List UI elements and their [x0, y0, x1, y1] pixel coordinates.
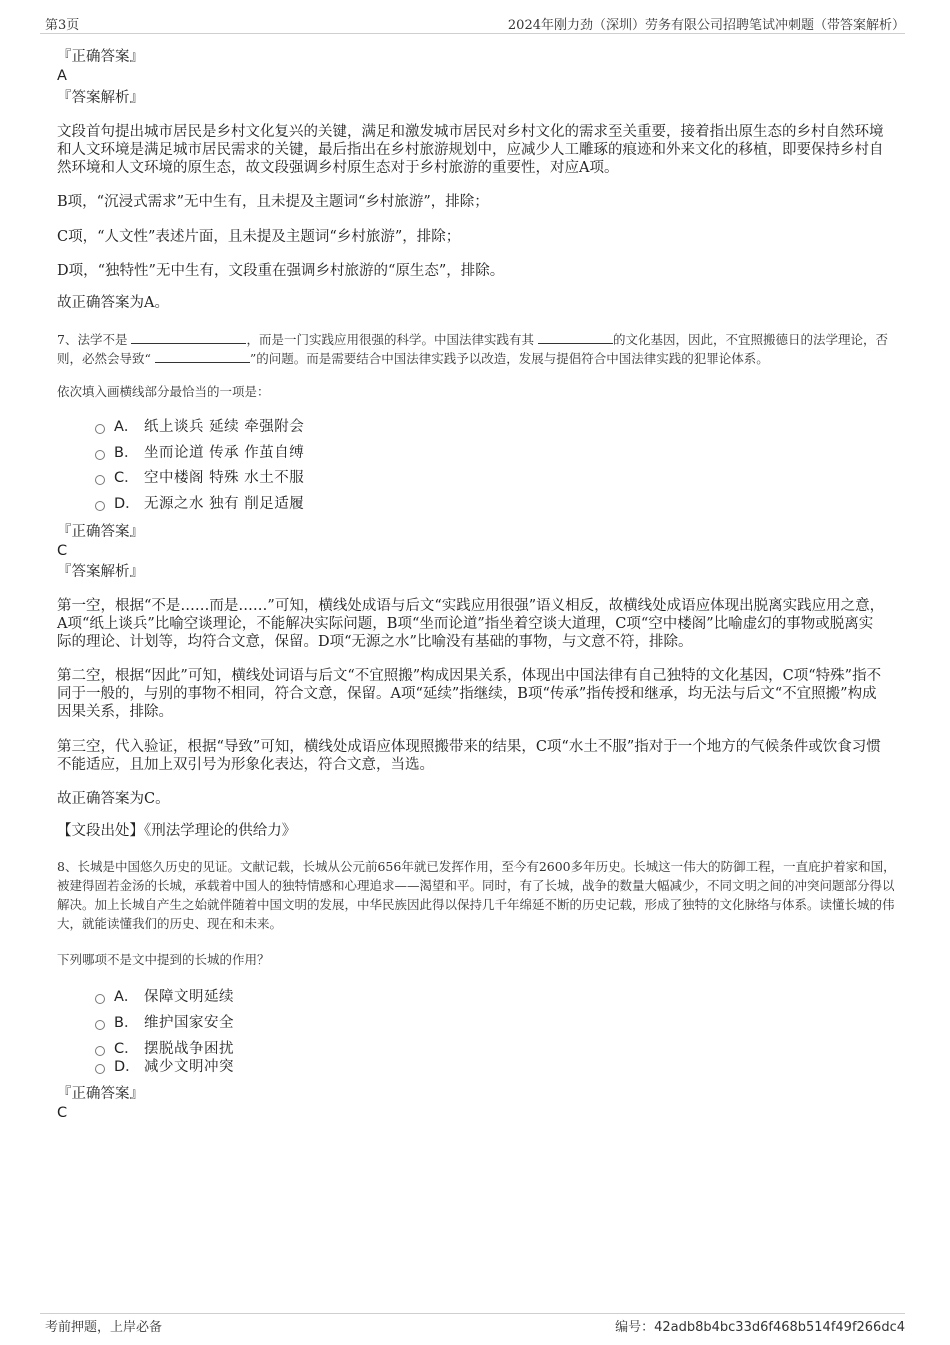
q8-option-a[interactable]: A． 保障文明延续 [95, 988, 234, 1006]
q6-answer: A [57, 68, 67, 84]
q8-answer: C [57, 1105, 68, 1121]
q6-analysis-para: D项，“独特性”无中生有，文段重在强调乡村旅游的“原生态”，排除。 [57, 263, 505, 279]
q8-stem: 8、长城是中国悠久历史的见证。文献记载，长城从公元前656年就已发挥作用，至今有2600多年历史。长城这一伟大的防御工程，一直庇护着家和国，被建得固若金汤的长城，承载着中国人的独特情感和心理追求——渴望和平。同时，有了长城，战争的数量大幅减少，不同文明之间的冲突问题部分得以解决。加上长城自产生之始就伴随着中国文明的发展，中华民族因此得以保持几千年绵延不断的历史记载，形成了独特的文化脉络与体系。读懂长城的伟大，就能读懂我们的历史、现在和未来。 [57, 859, 896, 931]
q7-source: 【文段出处】《刑法学理论的供给力》 [57, 823, 297, 839]
q7-analysis-para: 故正确答案为C。 [57, 791, 170, 807]
q7-answer-label: 『正确答案』 [57, 524, 144, 540]
q7-option-b[interactable]: B． 坐而论道 传承 作茧自缚 [95, 444, 304, 462]
q6-analysis-para: C项，“人文性”表述片面，且未提及主题词“乡村旅游”，排除； [57, 229, 461, 245]
q6-analysis-para: 文段首句提出城市居民是乡村文化复兴的关键，满足和激发城市居民对乡村文化的需求至关重要，接着指出原生态的乡村自然环境和人文环境是满足城市居民需求的关键，最后指出在乡村旅游规划中，应减少人工雕琢的痕迹和外来文化的移植，即要保持乡村自然环境和人文环境的原生态，故文段强调乡村原生态对于乡村旅游的重要性，对应A项。 [57, 124, 884, 176]
q8-answer-label: 『正确答案』 [57, 1086, 144, 1102]
q7-stem: 7、法学不是 ，而是一门实践应用很强的科学。中国法律实践有其 的文化基因，因此，不宜照搬德日的法学理论，否则，必然会导致“ ”的问题。而是需要结合中国法律实践予以改造，发展与提倡符合中国法律实践的犯罪论体系。 [57, 332, 888, 366]
page-header [40, 13, 905, 34]
q6-analysis-para: 故正确答案为A。 [57, 295, 169, 311]
q8-option-b[interactable]: B． 维护国家安全 [95, 1014, 234, 1032]
document-code: 编号：42adb8b4bc33d6f468b514f49f266dc4 [615, 1320, 905, 1335]
radio-icon[interactable] [95, 1064, 105, 1074]
footer-slogan: 考前押题，上岸必备 [45, 1320, 163, 1335]
q7-analysis-para: 第一空，根据“不是……而是……”可知，横线处成语与后文“实践应用很强”语义相反，故横线处成语应体现出脱离实践应用之意，A项“纸上谈兵”比喻空谈理论，不能解决实际问题，B项“坐而论道”指坐着空谈大道理，C项“空中楼阁”比喻虚幻的事物或脱离实际的理论、计划等，均符合文意，保留。D项“无源之水”比喻没有基础的事物，与文意不符，排除。 [57, 598, 885, 650]
q7-analysis-para: 第三空，代入验证，根据“导致”可知，横线处成语应体现照搬带来的结果，C项“水土不服”指对于一个地方的气候条件或饮食习惯不能适应，且加上双引号为形象化表达，符合文意，当选。 [57, 739, 881, 773]
page-footer [40, 1313, 905, 1336]
radio-icon[interactable] [95, 1020, 105, 1030]
radio-icon[interactable] [95, 501, 105, 511]
q6-analysis-para: B项，“沉浸式需求”无中生有，且未提及主题词“乡村旅游”，排除； [57, 194, 489, 210]
radio-icon[interactable] [95, 1046, 105, 1056]
q6-answer-label: 『正确答案』 [57, 49, 144, 65]
q8-prompt: 下列哪项不是文中提到的长城的作用？ [57, 952, 270, 967]
q7-option-a[interactable]: A． 纸上谈兵 延续 牵强附会 [95, 418, 304, 436]
q7-analysis-label: 『答案解析』 [57, 564, 144, 580]
radio-icon[interactable] [95, 424, 105, 434]
radio-icon[interactable] [95, 994, 105, 1004]
q7-option-c[interactable]: C． 空中楼阁 特殊 水土不服 [95, 469, 304, 487]
q7-prompt: 依次填入画横线部分最恰当的一项是： [57, 384, 270, 399]
page-number: 第3页 [45, 18, 80, 33]
q8-option-c[interactable]: C． 摆脱战争困扰 [95, 1040, 234, 1058]
q6-analysis-label: 『答案解析』 [57, 90, 144, 106]
radio-icon[interactable] [95, 450, 105, 460]
q7-option-d[interactable]: D． 无源之水 独有 削足适履 [95, 495, 304, 513]
q8-option-d[interactable]: D． 减少文明冲突 [95, 1058, 234, 1076]
q7-analysis-para: 第二空，根据“因此”可知，横线处词语与后文“不宜照搬”构成因果关系，体现出中国法律有自己独特的文化基因，C项“特殊”指不同于一般的，与别的事物不相同，符合文意，保留。A项“延续”指继续，B项“传承”指传授和继承，均无法与后文“不宜照搬”构成因果关系，排除。 [57, 668, 882, 720]
q7-answer: C [57, 543, 68, 559]
blank-line [538, 330, 613, 344]
document-title: 2024年刚力劲（深圳）劳务有限公司招聘笔试冲刺题（带答案解析） [507, 18, 905, 33]
blank-line [155, 349, 250, 363]
blank-line [131, 330, 246, 344]
radio-icon[interactable] [95, 475, 105, 485]
